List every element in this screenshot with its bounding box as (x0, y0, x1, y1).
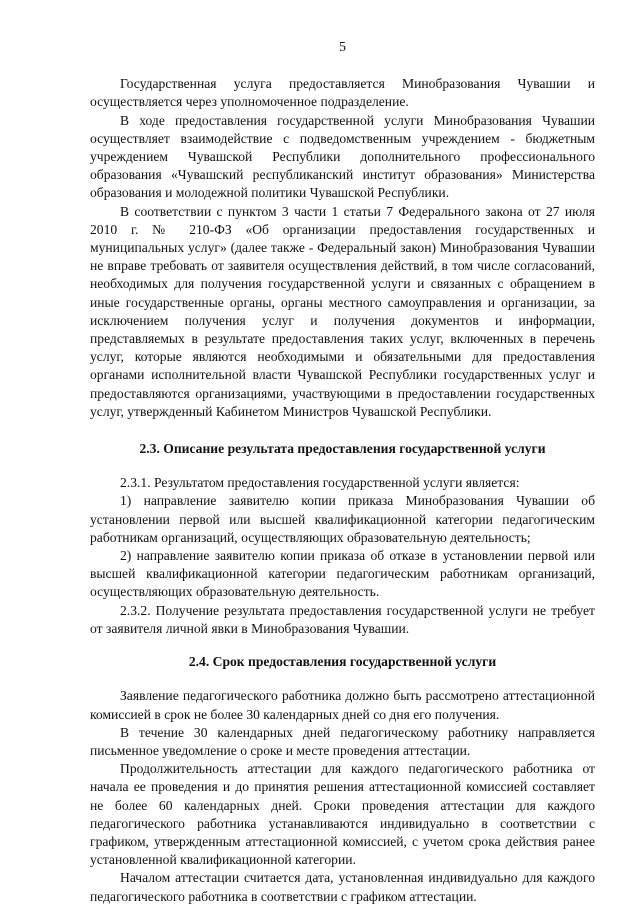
paragraph: Началом аттестации считается дата, установленная индивидуально для каждого педагогического работника в соответствии с графиком аттестации. (90, 870, 595, 904)
paragraph: Заявление педагогического работника должно быть рассмотрено аттестационной комиссией в срок не более 30 календарных дней со дня его получения. (90, 688, 595, 722)
document-page (90, 38, 595, 906)
paragraph: Государственная услуга предоставляется Минобразования Чувашии и осуществляется через уполномоченное подразделение. (90, 76, 595, 110)
paragraph: 2.3.2. Получение результата предоставления государственной услуги не требует от заявителя личной явки в Минобразования Чувашии. (90, 602, 595, 636)
paragraph: 1) направление заявителю копии приказа Минобразования Чувашии об установлении первой или высшей квалификационной категории педагогическим работникам организаций, осуществляющих образовательную деятельность; (90, 493, 595, 545)
paragraph: В соответствии с пунктом 3 части 1 статьи 7 Федерального закона от 27 июля 2010 г. № 210-ФЗ «Об организации предоставления государственных и муниципальных услуг» (далее также - Федеральный закон) Минобразования Чувашии не вправе требовать от заявителя осуществления действий, в том числе согласований, необходимых для получения государственной услуги и связанных с обращением в иные государственные органы, органы местного самоуправления и организации, за исключением получения услуг и получения документов и информации, представляемых в результате предоставления таких услуг, включенных в перечень услуг, которые являются необходимыми и обязательными для предоставления органами исполнительной власти Чувашской Республики государственных услуг и предоставляются организациями, участвующими в предоставлении государственных услуг, утвержденный Кабинетом Министров Чувашской Республики. (90, 203, 595, 419)
paragraph: В течение 30 календарных дней педагогическому работнику направляется письменное уведомление о сроке и месте проведения аттестации. (90, 724, 595, 758)
section-heading-2-3: 2.3. Описание результата предоставления государственной услуги (139, 441, 546, 457)
paragraph: 2.3.1. Результатом предоставления государственной услуги является: (120, 475, 520, 491)
paragraph: 2) направление заявителю копии приказа об отказе в установлении первой или высшей квалификационной категории педагогическим работникам организаций, осуществляющих образовательную деятельность. (90, 548, 595, 600)
paragraph: В ходе предоставления государственной услуги Минобразования Чувашии осуществляет взаимодействие с подведомственным учреждением - бюджетным учреждением Чувашской Республики дополнительного профессионального образования «Чувашский республиканский институт образования» Министерства образования и молодежной политики Чувашской Республики. (90, 112, 595, 201)
paragraph: Продолжительность аттестации для каждого педагогического работника от начала ее проведения и до принятия решения аттестационной комиссией составляет не более 60 календарных дней. Сроки проведения аттестации для каждого педагогического работника устанавливаются индивидуально в соответствии с графиком, утвержденным аттестационной комиссией, с учетом срока действия ранее установленной квалификационной категории. (90, 761, 595, 868)
section-heading-2-4: 2.4. Срок предоставления государственной услуги (188, 654, 497, 670)
page-number: 5 (339, 39, 346, 54)
